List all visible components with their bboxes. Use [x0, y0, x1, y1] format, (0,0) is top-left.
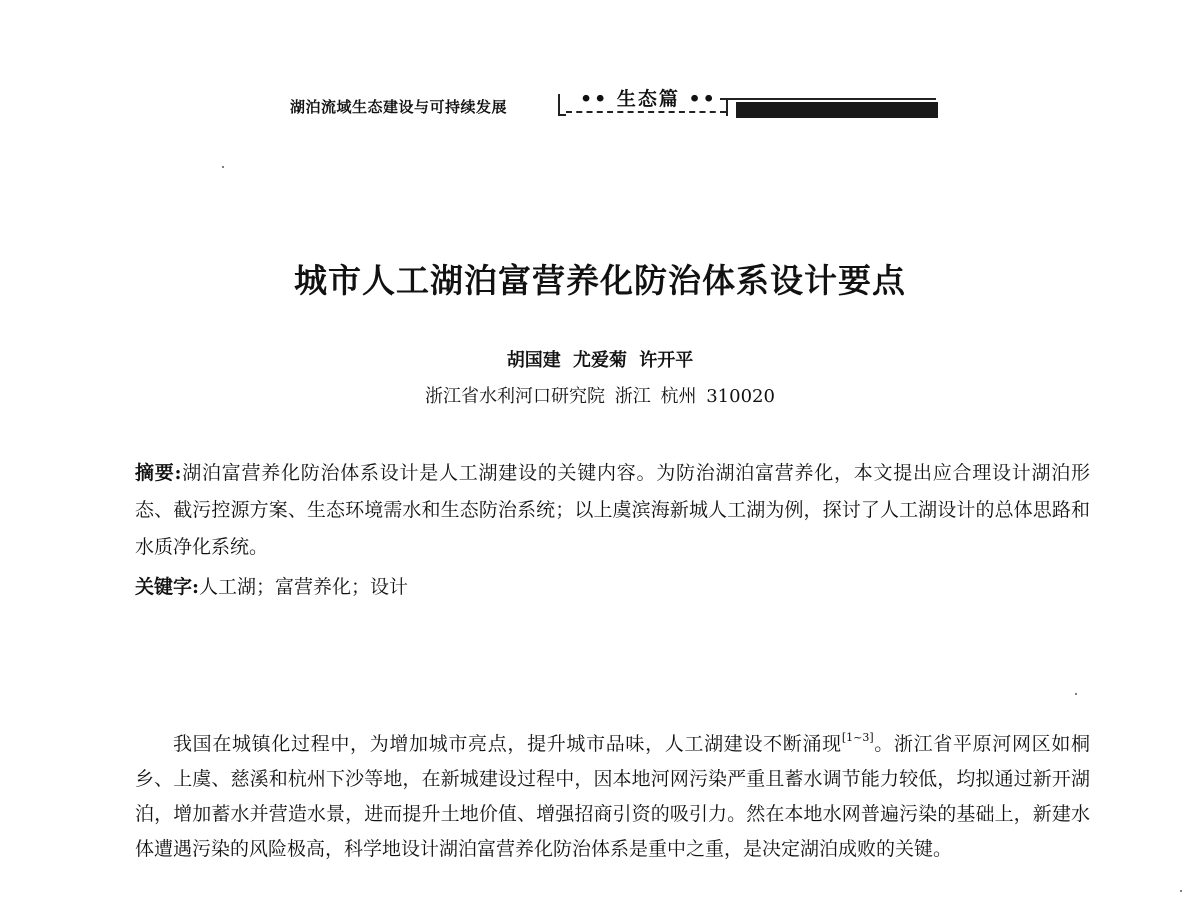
header-bracket-right: [720, 98, 728, 116]
section-label: •• 生态篇 ••: [580, 88, 717, 110]
journal-name: 湖泊流域生态建设与可持续发展: [290, 98, 508, 116]
affiliation: 浙江省水利河口研究院 浙江 杭州 310020: [425, 386, 775, 407]
body-paragraph: [135, 727, 1090, 867]
paper-title: 城市人工湖泊富营养化防治体系设计要点: [294, 261, 906, 300]
keywords-label: 关键字:: [135, 576, 200, 598]
body-text-part2: 。浙江省平原河网区如桐乡、上虞、慈溪和杭州下沙等地，在新城建设过程中，因本地河网污染严重且蓄水调节能力较低，均拟通过新开湖泊，增加蓄水并营造水景，进而提升土地价值、增强招商引资的吸引力。然在本地水网普遍污染的基础上，新建水体遭遇污染的风险极高，科学地设计湖泊富营养化防治体系是重中之重，是决定湖泊成败的关键。: [135, 733, 1090, 860]
keywords: [135, 569, 1090, 606]
citation-ref: [1~3]: [841, 731, 874, 744]
scan-speck: [1075, 693, 1077, 695]
running-header: [290, 84, 950, 124]
header-dashed-line: [566, 111, 726, 113]
authors: 胡国建 尤爱菊 许开平: [506, 350, 694, 371]
header-bracket-left: [558, 94, 566, 116]
abstract: [135, 455, 1090, 566]
body-text-part1: 我国在城镇化过程中，为增加城市亮点，提升城市品味，人工湖建设不断涌现: [173, 733, 842, 755]
scan-speck: [1180, 890, 1182, 892]
scan-speck: [222, 166, 224, 168]
header-rule: [726, 98, 936, 100]
abstract-text: 湖泊富营养化防治体系设计是人工湖建设的关键内容。为防治湖泊富营养化，本文提出应合理设计湖泊形态、截污控源方案、生态环境需水和生态防治系统；以上虞滨海新城人工湖为例，探讨了人工湖设计的总体思路和水质净化系统。: [135, 462, 1090, 558]
abstract-label: 摘要:: [135, 462, 182, 484]
header-black-bar: [736, 102, 938, 118]
keywords-text: 人工湖；富营养化；设计: [199, 576, 409, 598]
